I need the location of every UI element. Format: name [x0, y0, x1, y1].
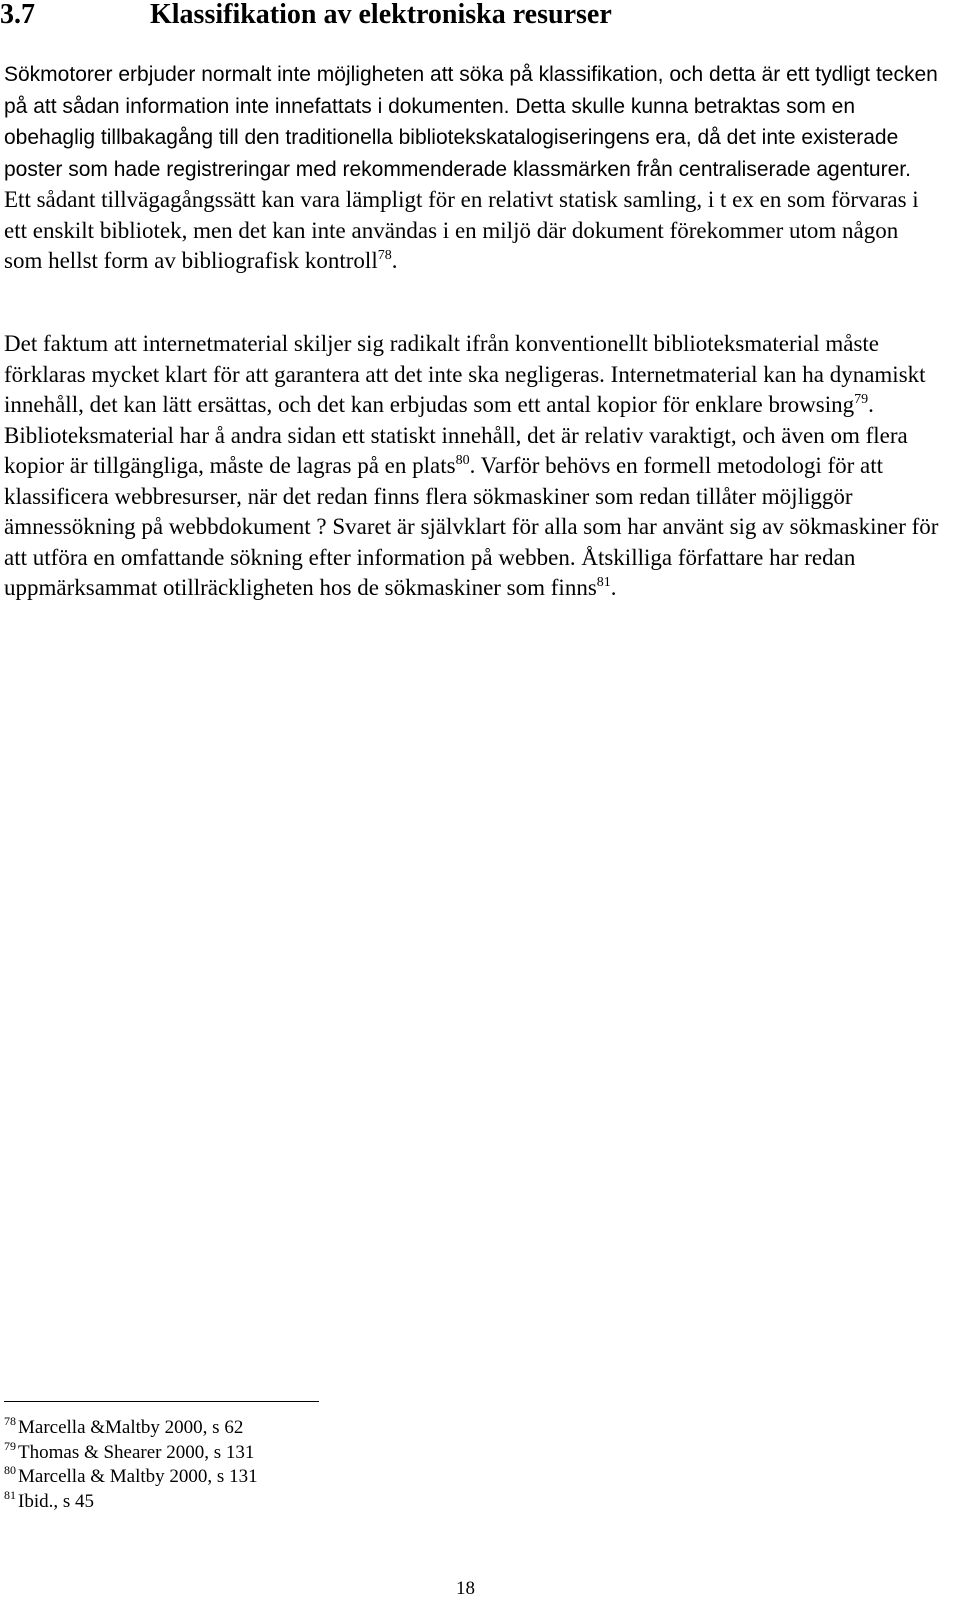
paragraph-1-sans-text: Sökmotorer erbjuder normalt inte möjligheten att söka på klassifikation, och detta är ett tydligt tecken på att sådan information inte innefattats i dokumenten. Detta skulle kunna betraktas som en obehaglig tillbakagång till den traditionella bibliotekskatalogiseringens era, då det inte existerade poster som hade registreringar med rekommenderade klassmärken från centraliserade agenturer.	[4, 63, 938, 181]
paragraph-2-part-3: . Varför behövs en formell metodologi för att klassificera webbresurser, när det redan finns flera sökmaskiner som redan tillåter möjliggör ämnessökning på webbdokument ? Svaret är självklart för alla som har använt sig av sökmaskiner för att utföra en omfattande sökning efter information på webben. Åtskilliga författare har redan uppmärksammat otillräckligheten hos de sökmaskiner som finns	[4, 453, 939, 600]
footnote	[4, 1465, 604, 1490]
paragraph-1	[4, 59, 942, 277]
footnote-text: Thomas & Shearer 2000, s 131	[18, 1441, 255, 1463]
footnote-ref-81: 81	[596, 575, 611, 590]
paragraph-2-part-2: . Biblioteksmaterial har å andra sidan ett statiskt innehåll, det är relativ varaktigt, och även om flera kopior är tillgängliga, måste de lagras på en plats	[4, 392, 908, 478]
footnotes	[4, 1416, 604, 1514]
page-number: 18	[456, 1578, 475, 1599]
footnote-text: Marcella &Maltby 2000, s 62	[18, 1417, 244, 1438]
section-title: Klassifikation av elektroniska resurser	[150, 0, 612, 30]
paragraph-2-tail: .	[610, 575, 617, 600]
footnote-text: Marcella & Maltby 2000, s 131	[18, 1466, 258, 1487]
section-number: 3.7	[0, 0, 35, 30]
footnote-number: 80	[4, 1463, 16, 1477]
footnote-ref-80: 80	[455, 453, 470, 468]
footnote-separator	[4, 1401, 319, 1402]
footnote-ref-78: 78	[377, 248, 392, 263]
paragraph-1-tail: .	[391, 248, 398, 273]
footnote-ref-79: 79	[854, 392, 869, 407]
paragraph-1-serif-text: Ett sådant tillvägagångssätt kan vara lämpligt för en relativt statisk samling, i t ex en som förvaras i ett enskilt bibliotek, men det kan inte användas i en miljö där dokument förekommer utom någon som hellst form av bibliografisk kontroll	[4, 187, 919, 273]
section-heading	[0, 0, 612, 30]
footnote	[4, 1487, 604, 1515]
footnote-number: 81	[4, 1487, 16, 1502]
footnote	[4, 1416, 604, 1441]
footnote-number: 79	[4, 1438, 16, 1453]
footnote-text: Ibid., s 45	[18, 1490, 94, 1512]
paragraph-2-part-1: Det faktum att internetmaterial skiljer sig radikalt ifrån konventionellt biblioteksmaterial måste förklaras mycket klart för att garantera att det inte ska negligeras. Internetmaterial kan ha dynamiskt innehåll, det kan lätt ersättas, och det kan erbjudas som ett antal kopior för enklare browsing	[4, 331, 926, 417]
footnote-number: 78	[4, 1414, 16, 1428]
footnote	[4, 1438, 604, 1466]
paragraph-2	[4, 329, 942, 604]
